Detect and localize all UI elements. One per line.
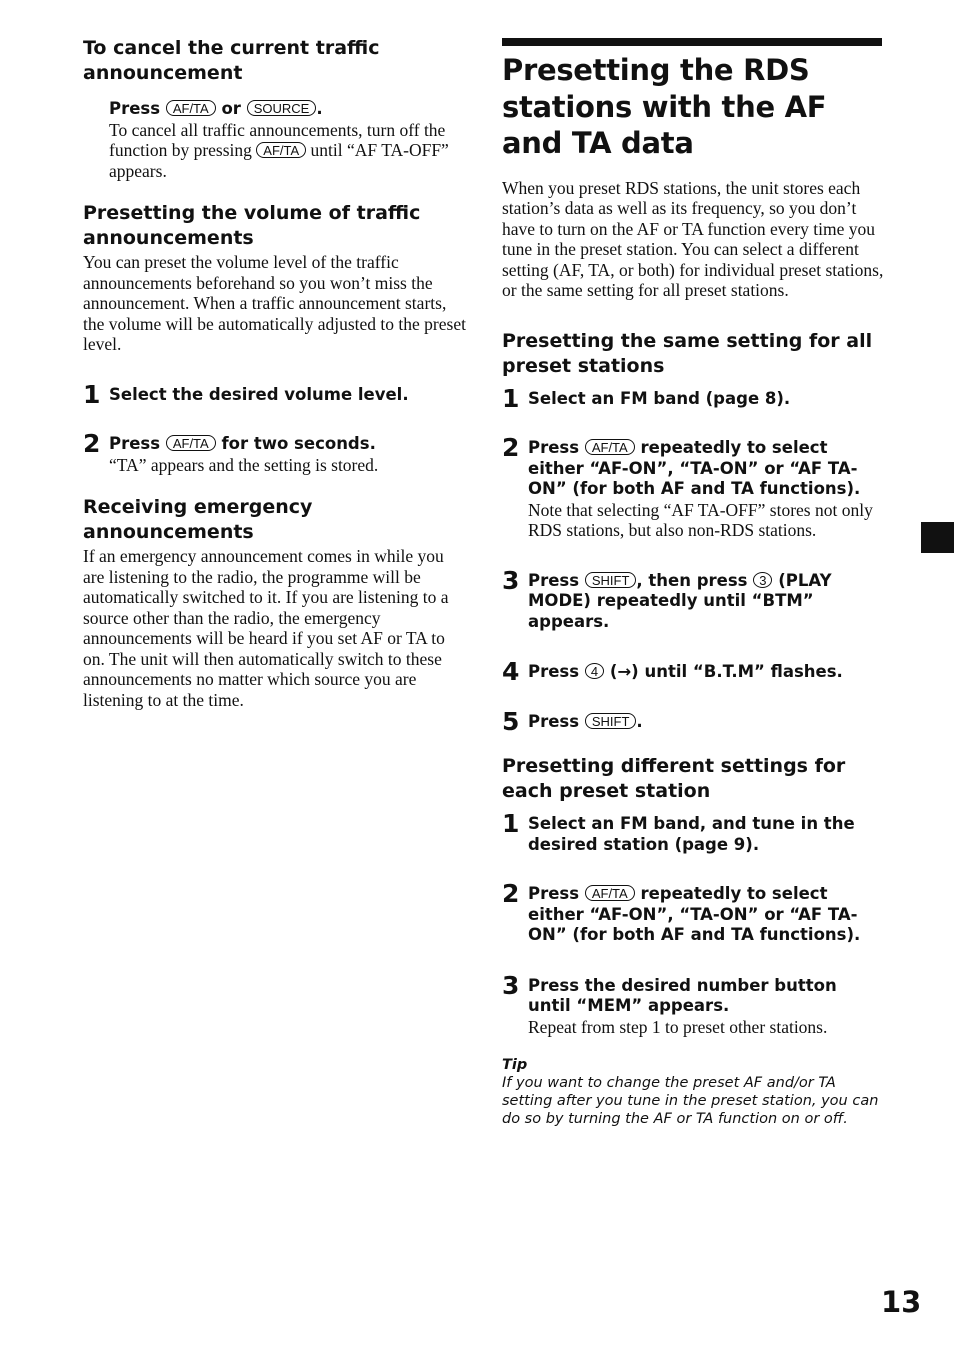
different-settings-section	[502, 754, 884, 1037]
shift-key: SHIFT	[585, 572, 637, 588]
step-number: 3	[502, 565, 520, 595]
tip-section	[502, 1056, 884, 1129]
page-number: 13	[881, 1285, 922, 1319]
page-title: Presetting the RDS stations with the AF and TA data	[502, 53, 827, 160]
step-number: 2	[502, 433, 520, 462]
cancel-instruction: Press AF/TA or SOURCE .	[109, 99, 323, 118]
cancel-section	[83, 36, 468, 181]
step-instruction: Select an FM band (page 8).	[528, 388, 791, 408]
emergency-body: If an emergency announcement comes in while you are listening to the radio, the programme will be automatically switched to it. If you are listening to a source other than the radio, the emergency announcements will be heard if you set AF or TA to on. The unit will then automatically switch to these announcements no matter which source you are listening to at the time.	[83, 546, 449, 710]
emergency-heading: Receiving emergency announcements	[83, 496, 313, 543]
step-instruction: Press SHIFT , then press 3 (PLAY MODE) repeatedly until “BTM” appears.	[528, 570, 832, 631]
step-instruction: Press AF/TA repeatedly to select either “AF-ON”, “TA-ON” or “AF TA-ON” (for both AF and TA functions).	[528, 438, 861, 498]
volume-heading: Presetting the volume of traffic announcements	[83, 202, 421, 249]
tip-body: If you want to change the preset AF and/or TA setting after you tune in the preset station, you can do so by turning the AF or TA function on or off.	[502, 1075, 879, 1128]
cancel-instructions	[83, 99, 468, 181]
number-3-key: 3	[753, 572, 772, 588]
left-column	[83, 36, 468, 710]
step-note: Repeat from step 1 to preset other stations.	[528, 1016, 828, 1037]
same-setting-section	[502, 329, 884, 736]
step-instruction: Select an FM band, and tune in the desired station (page 9).	[528, 814, 855, 854]
volume-step-1	[83, 379, 468, 409]
volume-step-2	[83, 429, 468, 475]
same-step-5	[502, 706, 884, 736]
step-note: “TA” appears and the setting is stored.	[109, 454, 379, 475]
different-step-1	[502, 809, 884, 855]
cancel-note: To cancel all traffic announcements, turn off the function by pressing AF/TA until “AF TA-OFF” appears.	[109, 119, 449, 181]
step-instruction: Press AF/TA for two seconds.	[109, 434, 376, 453]
emergency-section	[83, 495, 468, 710]
same-step-3	[502, 565, 884, 633]
different-step-2	[502, 879, 884, 946]
step-number: 1	[502, 383, 520, 413]
step-number: 4	[502, 657, 520, 686]
step-number: 5	[502, 706, 520, 736]
same-step-4	[502, 657, 884, 686]
step-instruction: Press the desired number button until “MEM” appears.	[528, 975, 837, 1015]
af-ta-key: AF/TA	[166, 100, 216, 116]
source-key: SOURCE	[247, 100, 317, 116]
same-step-1	[502, 383, 884, 413]
section-tab-marker	[921, 522, 954, 553]
step-number: 3	[502, 970, 520, 1000]
different-step-3	[502, 970, 884, 1038]
step-instruction: Select the desired volume level.	[109, 384, 409, 404]
intro-paragraph: When you preset RDS stations, the unit stores each station’s data as well as its frequency, so you don’t have to turn on the AF or TA function every time you tune in the preset station. You can select a different setting (AF, TA, or both) for individual preset stations, or the same setting for all preset stations.	[502, 177, 884, 300]
same-setting-heading: Presetting the same setting for all preset stations	[502, 329, 873, 377]
cancel-heading: To cancel the current traffic announcement	[83, 37, 380, 84]
volume-section	[83, 201, 468, 475]
step-instruction: Press AF/TA repeatedly to select either “AF-ON”, “TA-ON” or “AF TA-ON” (for both AF and TA functions).	[528, 884, 861, 944]
right-column	[502, 38, 884, 1129]
af-ta-key: AF/TA	[256, 142, 306, 158]
af-ta-key: AF/TA	[585, 885, 635, 901]
number-4-key: 4	[585, 663, 604, 679]
step-instruction: Press SHIFT .	[528, 711, 643, 731]
step-number: 2	[502, 879, 520, 908]
af-ta-key: AF/TA	[585, 439, 635, 455]
same-step-2	[502, 433, 884, 541]
step-number: 1	[502, 809, 520, 838]
af-ta-key: AF/TA	[166, 435, 216, 451]
step-note: Note that selecting “AF TA-OFF” stores not only RDS stations, but also non-RDS stations.	[528, 499, 873, 540]
step-instruction: Press 4 (→) until “B.T.M” flashes.	[528, 662, 843, 681]
shift-key: SHIFT	[585, 713, 637, 729]
step-number: 2	[83, 429, 101, 458]
title-rule	[502, 38, 882, 46]
different-settings-heading: Presetting different settings for each preset station	[502, 755, 846, 802]
tip-heading: Tip	[502, 1057, 528, 1073]
step-number: 1	[83, 379, 101, 409]
volume-body: You can preset the volume level of the traffic announcements beforehand so you won’t miss the announcement. When a traffic announcement starts, the volume will be automatically adjusted to the preset level.	[83, 252, 466, 354]
